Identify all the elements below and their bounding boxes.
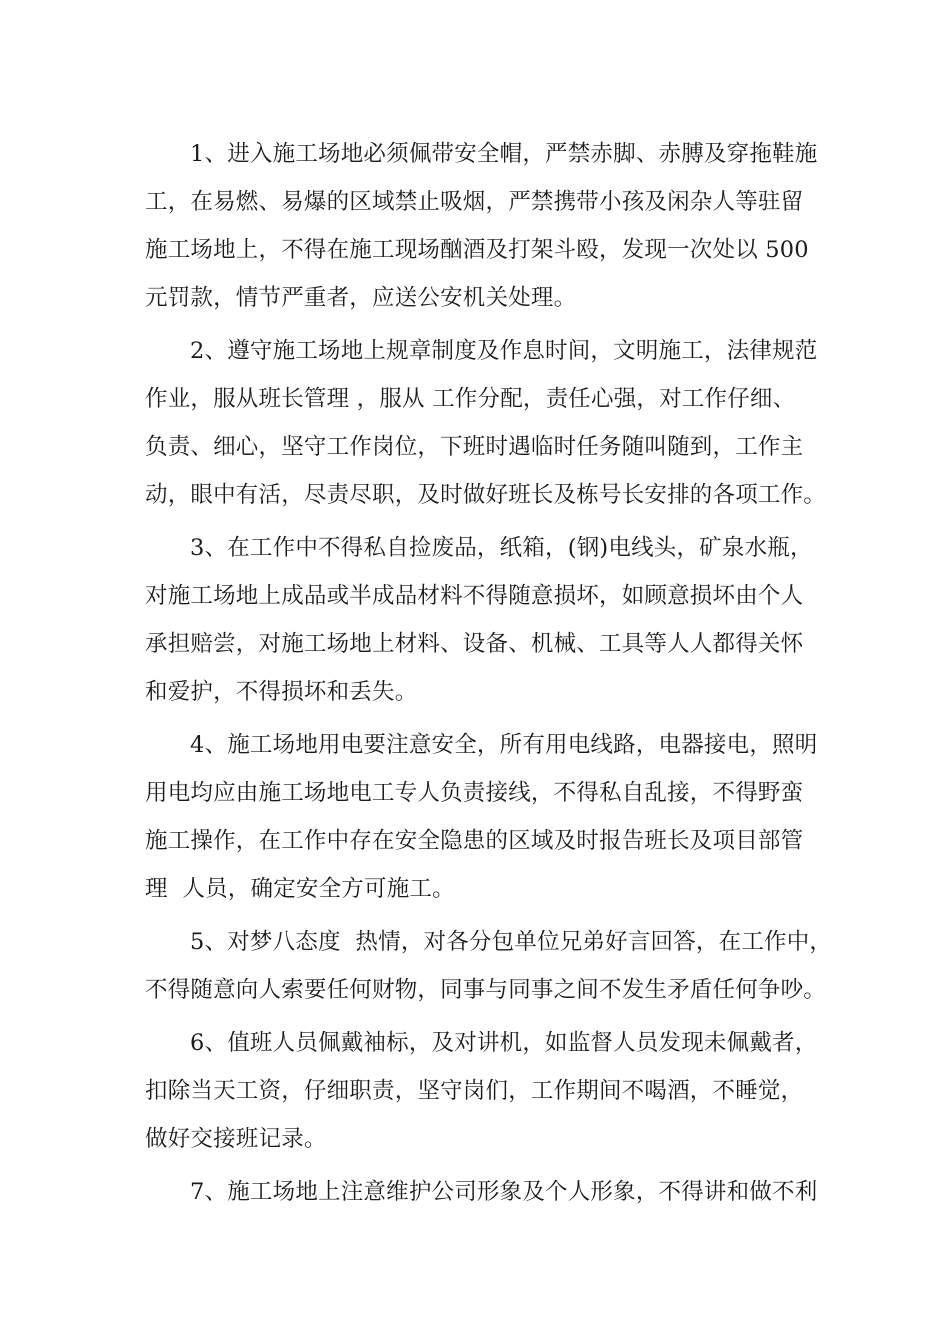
- text-line: 作业，服从班长管理 ，服从 工作分配，责任心强，对工作仔细、: [145, 386, 796, 412]
- text-line: 2、遵守施工场地上规章制度及作息时间，文明施工，法律规范: [190, 338, 818, 364]
- text-line: 工，在易燃、易爆的区域禁止吸烟，严禁携带小孩及闲杂人等驻留: [145, 189, 804, 215]
- text-line: 承担赔尝，对施工场地上材料、设备、机械、工具等人人都得关怀: [145, 631, 804, 657]
- text-line: 7、施工场地上注意维护公司形象及个人形象，不得讲和做不利: [190, 1179, 818, 1205]
- text-line: 负责、细心，坚守工作岗位，下班时遇临时任务随叫随到，工作主: [145, 434, 804, 460]
- text-line: 3、在工作中不得私自捡废品，纸箱，(钢)电线头，矿泉水瓶，: [190, 535, 813, 561]
- text-line: 理 人员，确定安全方可施工。: [145, 876, 455, 902]
- text-line: 动，眼中有活，尽责尽职，及时做好班长及栋号长安排的各项工作。: [145, 482, 827, 508]
- text-line: 施工操作，在工作中存在安全隐患的区域及时报告班长及项目部管: [145, 828, 804, 854]
- text-line: 对施工场地上成品或半成品材料不得随意损坏，如顾意损坏由个人: [145, 583, 804, 609]
- text-line: 不得随意向人索要任何财物，同事与同事之间不发生矛盾任何争吵。: [145, 977, 827, 1003]
- text-line: 做好交接班记录。: [145, 1126, 327, 1152]
- text-line: 4、施工场地用电要注意安全，所有用电线路，电器接电，照明: [190, 732, 818, 758]
- text-line: 用电均应由施工场地电工专人负责接线，不得私自乱接，不得野蛮: [145, 780, 804, 806]
- text-line: 扣除当天工资，仔细职责，坚守岗们，工作期间不喝酒，不睡觉，: [145, 1078, 804, 1104]
- text-line: 元罚款，情节严重者，应送公安机关处理。: [145, 285, 577, 311]
- text-line: 施工场地上，不得在施工现场酗酒及打架斗殴，发现一次处以 500: [145, 237, 809, 263]
- text-line: 5、对梦八态度 热情，对各分包单位兄弟好言回答，在工作中，: [190, 929, 833, 955]
- text-line: 和爱护，不得损坏和丢失。: [145, 679, 418, 705]
- text-line: 6、值班人员佩戴袖标，及对讲机，如监督人员发现未佩戴者，: [190, 1030, 818, 1056]
- text-line: 1、进入施工场地必须佩带安全帽，严禁赤脚、赤膊及穿拖鞋施: [190, 141, 818, 167]
